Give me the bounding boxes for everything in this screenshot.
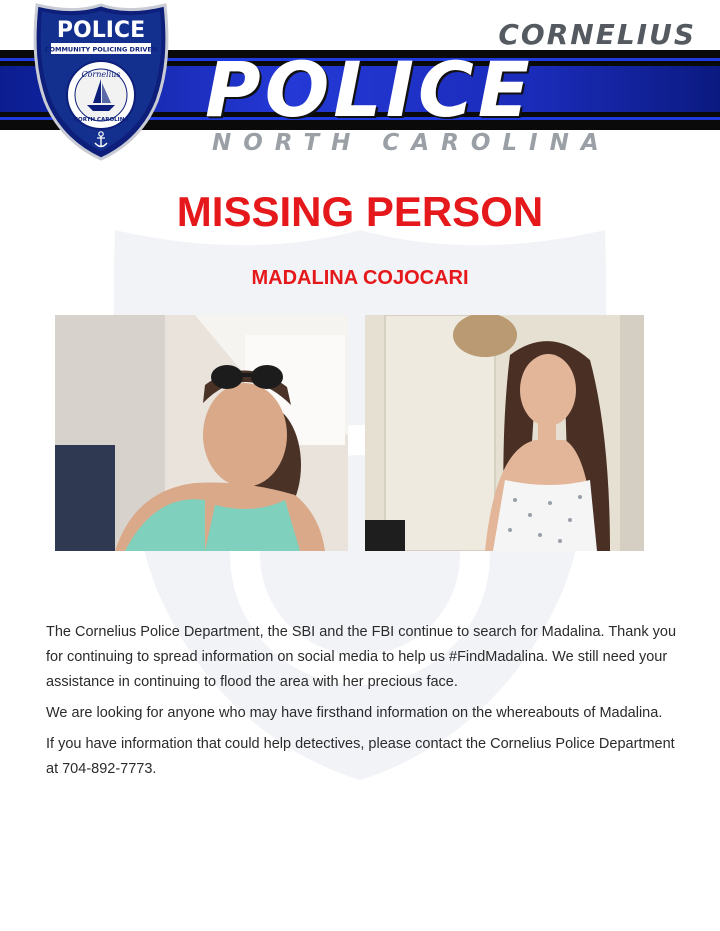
missing-person-headline: MISSING PERSON (176, 188, 544, 235)
photo-girl-with-sunglasses (55, 315, 348, 551)
badge-police-text: POLICE (56, 18, 146, 43)
notice-body (46, 620, 686, 788)
state-name: NORTH CAROLINA (212, 130, 611, 156)
department-name: POLICE (205, 45, 534, 134)
header-banner (0, 0, 720, 160)
paragraph-information-request: We are looking for anyone who may have firsthand information on the whereabouts of Madalina. (46, 705, 663, 721)
badge-seal-top-text: Cornelius (81, 70, 121, 79)
photo-girl-long-hair (365, 315, 644, 551)
city-name: CORNELIUS (498, 18, 696, 51)
paragraph-search-update: The Cornelius Police Department, the SBI and the FBI continue to search for Madalina. Thank you for continuing to spread information on social media to help us #FindMadalina. We still need your assistance in continuing to flood the area with her precious face. (46, 624, 677, 690)
badge-ribbon-text: COMMUNITY POLICING DRIVEN (44, 45, 158, 54)
missing-person-name: MADALINA COJOCARI (251, 267, 469, 289)
police-badge-logo (33, 3, 169, 161)
badge-seal-bottom-text: NORTH CAROLINA (73, 117, 129, 123)
paragraph-contact-info: If you have information that could help detectives, please contact the Cornelius Police Department at 704-892-7773. (46, 736, 675, 777)
